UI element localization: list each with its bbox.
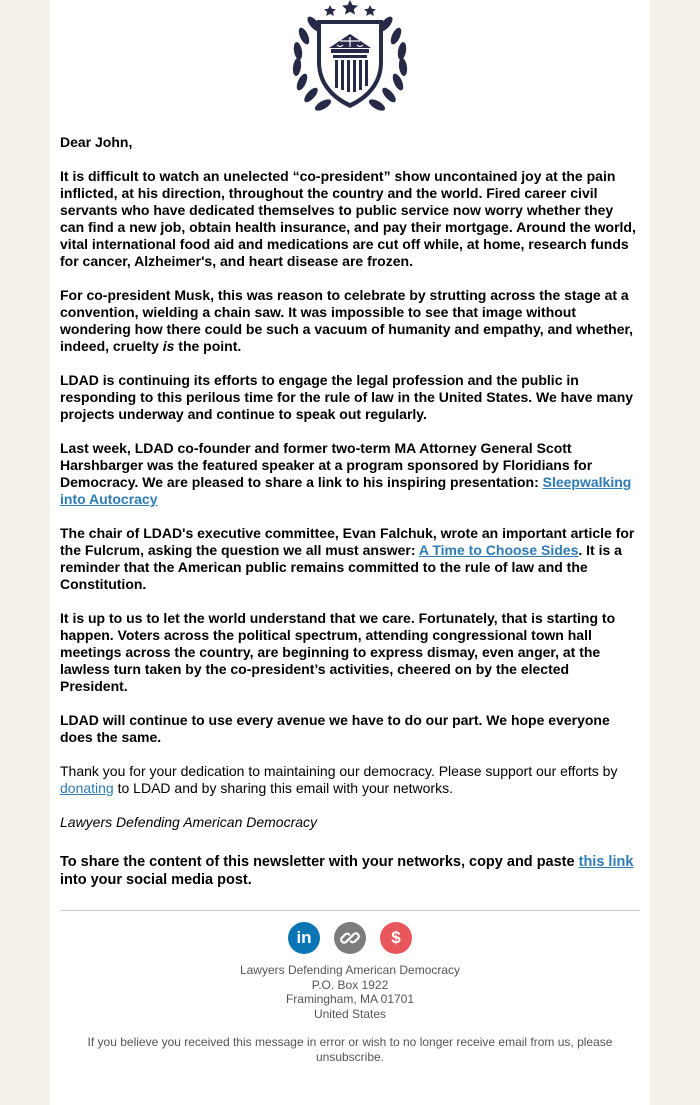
paragraph-3: LDAD is continuing its efforts to engage the legal profession and the public in responding to this perilous time for the rule of law in the United States. We have many projects underway and continue to speak out regularly.: [60, 372, 634, 422]
paragraph-2: For co-president Musk, this was reason to celebrate by strutting across the stage at a convention, wielding a chain saw. It was impossible to see that image without wondering how there could be such a vacuum of humanity and empathy, and whether, indeed, cruelty is the point.: [60, 287, 634, 354]
donate-button[interactable]: [380, 922, 412, 954]
donating-link[interactable]: donating: [60, 780, 114, 796]
linkedin-button[interactable]: [288, 922, 320, 954]
share-this-link[interactable]: this link: [578, 854, 634, 870]
sleepwalking-link[interactable]: Sleepwalking into Autocracy: [60, 474, 632, 507]
signature: Lawyers Defending American Democracy: [60, 814, 318, 830]
address-city: Framingham, MA 01701: [285, 992, 415, 1006]
share-instructions: To share the content of this newsletter with your networks, copy and paste this link into your social media post.: [60, 854, 634, 888]
footer-divider: [60, 910, 640, 911]
time-to-choose-sides-link[interactable]: A Time to Choose Sides: [418, 542, 579, 558]
unsubscribe-disclaimer: If you believe you received this message in error or wish to no longer receive email from us, please unsubscribe.: [87, 1035, 613, 1064]
dollar-icon: $: [391, 928, 401, 947]
email-card: [50, 0, 650, 1105]
social-links: [50, 922, 650, 954]
greeting: Dear John,: [60, 134, 133, 150]
address-org: Lawyers Defending American Democracy: [239, 963, 461, 977]
ldad-logo-icon: [287, 0, 413, 122]
paragraph-5: The chair of LDAD's executive committee, Evan Falchuk, wrote an important article for the Fulcrum, asking the question we all must answer: A Time to Choose Sides. It is a reminder that the American public remains committed to the rule of law and the Constitution.: [60, 525, 635, 592]
address-country: United States: [313, 1006, 387, 1021]
paragraph-4: Last week, LDAD co-founder and former two-term MA Attorney General Scott Harshbarger was the featured speaker at a program sponsored by Floridians for Democracy. We are pleased to share a link to his inspiring presentation: Sleepwalking into Autocracy: [60, 440, 632, 507]
mailing-address: [50, 963, 650, 1021]
paragraph-7: LDAD will continue to use every avenue we have to do our part. We hope everyone does the same.: [60, 712, 610, 745]
copy-link-button[interactable]: [334, 922, 366, 954]
email-body: [60, 134, 640, 848]
paragraph-8: Thank you for your dedication to maintaining our democracy. Please support our efforts by donating to LDAD and by sharing this email with your networks.: [60, 763, 618, 796]
linkedin-icon: in: [296, 928, 312, 947]
paragraph-6: It is up to us to let the world understand that we care. Fortunately, that is starting to happen. Voters across the political spectrum, attending congressional town hall meetings across the country, are beginning to express dismay, even anger, at the lawless turn taken by the co-president’s activities, cheered on by the elected President.: [60, 610, 616, 694]
address-po-box: P.O. Box 1922: [311, 977, 389, 992]
paragraph-1: It is difficult to watch an unelected “co-president” show uncontained joy at the pain inflicted, at his direction, throughout the country and the world. Fired career civil servants who have dedicated themselves to public service now worry whether they can find a new job, obtain health insurance, and pay their mortgage. Around the world, vital international food aid and medications are cut off while, at home, research funds for cancer, Alzheimer's, and heart disease are frozen.: [60, 168, 636, 269]
link-icon: [334, 922, 366, 954]
